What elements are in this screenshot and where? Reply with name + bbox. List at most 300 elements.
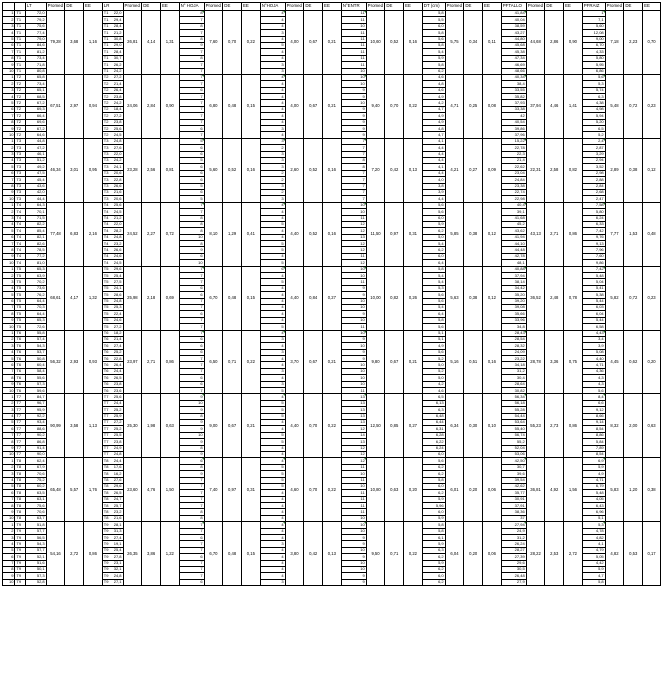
dt-value: 4,9 [422,94,445,100]
leaf-count: 7 [179,74,204,80]
lr-group-label: T1 [103,36,109,42]
dt-value: 6,0 [422,509,445,515]
pfraiz-value: 4,78 [582,528,605,534]
lr-group-label: T6 [103,355,109,361]
lt-mean: 90,99 [46,394,65,458]
lr-group-label: T3 [103,189,109,195]
internode-mean: 10,60 [366,11,385,75]
internode-count: 11 [341,62,366,68]
header-cell: DE [624,3,643,11]
leaf2-count: 4 [260,202,285,208]
lr-value: 18,4 [113,106,122,112]
group-label: T3 [15,145,25,151]
leaf2-count: 4 [260,528,285,534]
dt-value: 5,1 [422,336,445,342]
dt-value: 4,7 [422,106,445,112]
lr-value: 27,6 [113,477,122,482]
lr-value: 24,8 [113,298,122,304]
leaf2-count: 4 [260,509,285,515]
lr-group-label: T9 [103,553,109,559]
leaf2-count: 3 [260,68,285,74]
treatment-block [3,266,661,330]
internode-se: 0,21 [404,330,423,394]
lt-value: 80,8 [25,68,46,74]
dt-value: 4,2 [422,100,445,106]
lt-sd: 3,01 [65,138,84,202]
leaf2-count: 4 [260,458,285,464]
internode-count: 12 [341,451,366,457]
lr-value: 23,8 [113,93,122,99]
pfraiz-se: 0,48 [643,202,661,266]
internode-count: 10 [341,330,366,336]
lr-value: 24,5 [113,259,122,265]
dt-value: 6,0 [422,253,445,259]
lr-value: 20,6 [113,195,122,201]
dt-value: 6,22 [422,439,445,445]
dt-se: 0,08 [483,74,502,138]
lr-value: 23,2 [113,240,122,246]
lr-value: 22,0 [113,10,122,16]
lr-value: 21,4 [113,80,122,86]
row-index: 8 [3,55,15,61]
lr-sd: 2,27 [142,202,161,266]
lt-value: 82,6 [25,241,46,247]
lr-group-label: T7 [103,445,109,451]
leaf-count: 6 [179,285,204,291]
pftallo-mean: 22,31 [526,138,545,202]
leaf2-count: 4 [260,394,285,400]
leaf2-count: 4 [260,94,285,100]
leaf2-count: 5 [260,413,285,419]
pfraiz-sd: 0,38 [624,138,643,202]
lt-sd: 6,83 [65,202,84,266]
pftallo-se: 1,56 [564,458,583,522]
pftallo-value: 41,68 [501,215,526,221]
lr-value: 25,5 [113,432,122,438]
leaf2-count: 5 [260,407,285,413]
leaf-sd: 0,70 [223,11,242,75]
group-label: T8 [15,477,25,483]
pftallo-value: 30,82 [501,388,526,394]
dt-value: 5,9 [422,541,445,547]
leaf-count: 7 [179,113,204,119]
leaf2-count: 3 [260,151,285,157]
group-label: T3 [15,138,25,144]
leaf2-se: 0,27 [323,266,342,330]
group-label: T1 [15,55,25,61]
dt-value: 6,31 [422,426,445,432]
lt-value: 79,0 [25,36,46,42]
dt-mean: 4,21 [445,138,464,202]
leaf2-sd: 0,52 [304,138,323,202]
lr-value: 24,2 [113,68,122,73]
lr-value: 26,4 [113,361,122,367]
internode-count: 8 [341,157,366,163]
dt-value: 4,7 [422,132,445,138]
row-index: 5 [3,36,15,42]
lt-mean: 79,28 [46,11,65,75]
lt-value: 79,2 [25,17,46,23]
lt-value: 70,3 [25,304,46,310]
row-index: 7 [3,432,15,438]
lt-value: 65,8 [25,74,46,80]
leaf-count: 7 [179,490,204,496]
table-row [3,138,661,144]
pftallo-value: 26,48 [501,573,526,579]
leaf-count: 7 [179,522,204,528]
dt-value: 5,0 [422,362,445,368]
lr-group-label: T2 [103,106,109,112]
pfraiz-value: 9,00 [582,36,605,42]
lr-group-label: T7 [103,438,109,444]
row-index: 9 [3,62,15,68]
leaf-count: 10 [179,260,204,266]
pfraiz-value: 6,5 [582,126,605,132]
lt-value: 55,6 [25,375,46,381]
dt-value: 6,5 [422,394,445,400]
lr-value: 21,2 [113,29,122,35]
leaf2-sd: 0,67 [304,74,323,138]
dt-value: 5,2 [422,356,445,362]
group-label: T9 [15,579,25,585]
leaf-count: 6 [179,145,204,151]
pftallo-se: 0,86 [564,394,583,458]
pftallo-mean: 36,81 [526,458,545,522]
lr-group-label: T1 [103,23,109,29]
leaf2-sd: 0,52 [304,202,323,266]
leaf2-count: 5 [260,439,285,445]
dt-mean: 6,01 [445,458,464,522]
lr-value: 18,2 [113,330,122,336]
lr-value: 23,6 [113,387,122,393]
lr-group-label: T4 [103,215,109,220]
leaf-count: 7 [179,49,204,55]
internode-count: 9 [341,94,366,100]
header-cell: DE [464,3,483,11]
pfraiz-value: 5,08 [582,349,605,355]
pftallo-mean: 43,13 [526,202,545,266]
pftallo-value: 41,94 [501,234,526,240]
group-label: T9 [15,547,25,553]
table-row [3,74,661,80]
lt-value: 63,1 [25,496,46,502]
internode-count: 10 [341,74,366,80]
leaf-mean: 7,60 [204,11,223,75]
pfraiz-value: 9,14 [582,420,605,426]
pfraiz-value: 5,84 [582,439,605,445]
lt-se: 0,95 [84,138,103,202]
row-index: 6 [3,554,15,560]
leaf2-count: 4 [260,11,285,17]
leaf-count: 6 [179,189,204,195]
pfraiz-mean: 5,48 [605,74,624,138]
internode-count: 13 [341,234,366,240]
row-index: 4 [3,413,15,419]
pfraiz-se: 0,23 [643,266,661,330]
pftallo-mean: 36,52 [526,266,545,330]
leaf2-mean: 4,60 [285,458,304,522]
table-row [3,458,661,464]
internode-count: 10 [341,515,366,521]
leaf2-count: 5 [260,221,285,227]
group-label: T7 [15,420,25,426]
dt-sd: 0,30 [464,394,483,458]
leaf-count: 7 [179,541,204,547]
lr-value: 28,1 [113,521,122,527]
lt-se: 2,16 [84,202,103,266]
pftallo-sd: 3,36 [545,330,564,394]
pfraiz-value: 5,05 [582,554,605,560]
lr-group-label: T8 [103,508,109,514]
pfraiz-value: 5,94 [582,113,605,119]
pfraiz-sd: 1,20 [624,458,643,522]
leaf-count: 6 [179,126,204,132]
lr-value: 25,4 [113,547,122,553]
group-label: T3 [15,164,25,170]
leaf-count: 5 [179,157,204,163]
pfraiz-se: 0,63 [643,394,661,458]
lr-group-label: T6 [103,361,109,367]
internode-count: 9 [341,554,366,560]
group-label: T4 [15,260,25,266]
lr-se: 0,63 [160,394,179,458]
leaf2-se: 0,22 [323,458,342,522]
dt-value: 4,9 [422,343,445,349]
leaf2-count: 5 [260,432,285,438]
lr-group-label: T3 [103,170,109,176]
internode-sd: 0,82 [385,266,404,330]
leaf-count: 7 [179,17,204,23]
lr-value: 23,8 [113,381,122,387]
leaf2-se: 0,21 [323,74,342,138]
lr-group-label: T6 [103,374,109,380]
table-row [3,330,661,336]
pfraiz-value: 5,1 [582,515,605,521]
dt-value: 5,6 [422,349,445,355]
lr-group-label: T8 [103,470,109,476]
lr-value: 27,1 [113,579,122,585]
lr-value: 24,8 [113,234,122,240]
row-index: 1 [3,138,15,144]
pftallo-value: 30,5 [501,566,526,572]
lr-group-label: T2 [103,87,109,93]
group-label: T4 [15,215,25,221]
group-label: T6 [15,356,25,362]
leaf2-count: 4 [260,445,285,451]
lr-value: 24,6 [113,253,122,259]
row-index: 4 [3,349,15,355]
dt-value: 6,1 [422,535,445,541]
row-index: 3 [3,151,15,157]
group-label: T8 [15,471,25,477]
lr-se: 1,22 [160,522,179,586]
lr-value: 25,4 [113,272,122,278]
pftallo-value: 35,66 [501,311,526,317]
lt-value: 51,2 [25,157,46,163]
internode-se: 0,22 [404,74,423,138]
header-cell: PFTALLO [501,3,526,11]
dt-value: 5,6 [422,209,445,215]
internode-mean: 9,80 [366,330,385,394]
lt-value: 70,2 [25,279,46,285]
lr-value: 24,8 [113,138,122,144]
internode-se: 0,26 [404,266,423,330]
lr-value: 24,8 [113,451,122,457]
lr-sd: 2,56 [142,138,161,202]
pftallo-value: 55,40 [501,426,526,432]
lt-sd: 2,72 [65,522,84,586]
group-label: T7 [15,407,25,413]
lr-group-label: T1 [103,68,109,73]
leaf2-count: 4 [260,311,285,317]
pfraiz-value: 7,1 [582,17,605,23]
leaf2-sd: 0,70 [304,458,323,522]
pfraiz-value: 5,80 [582,209,605,215]
row-index: 6 [3,234,15,240]
header-cell: N°HOJA [260,3,285,11]
lr-value: 21,4 [113,336,122,342]
lr-value: 22,0 [113,221,122,227]
pfraiz-value: 6,79 [582,483,605,489]
row-index: 2 [3,273,15,279]
row-index: 7 [3,113,15,119]
pfraiz-value: 7,42 [582,228,605,234]
leaf2-count: 4 [260,209,285,215]
group-label: T4 [15,221,25,227]
pfraiz-value: 5,48 [582,490,605,496]
row-index: 1 [3,74,15,80]
group-label: T2 [15,132,25,138]
leaf2-count: 5 [260,241,285,247]
dt-value: 6,2 [422,228,445,234]
leaf-count: 6 [179,336,204,342]
lt-sd: 5,57 [65,458,84,522]
lt-value: 88,6 [25,426,46,432]
leaf2-count: 3 [260,30,285,36]
lr-group-label: T7 [103,432,109,438]
leaf-mean: 6,70 [204,266,223,330]
dt-value: 4,4 [422,196,445,202]
pftallo-se: 0,86 [564,202,583,266]
row-index: 10 [3,579,15,585]
dt-value: 5,3 [422,285,445,291]
lr-group-label: T9 [103,560,109,566]
pftallo-value: 34,42 [501,285,526,291]
row-index: 3 [3,471,15,477]
internode-sd: 0,70 [385,74,404,138]
pfraiz-mean: 7,77 [605,202,624,266]
pftallo-value: 30,7 [501,464,526,470]
pfraiz-value: 6,9 [582,458,605,464]
row-index: 4 [3,221,15,227]
dt-value: 5,8 [422,11,445,17]
internode-count: 11 [341,490,366,496]
group-label: T9 [15,566,25,572]
pftallo-value: 24,9 [501,528,526,534]
pftallo-value: 40,34 [501,74,526,80]
dt-value: 4,1 [422,138,445,144]
lt-value: 77,4 [25,30,46,36]
row-index: 6 [3,362,15,368]
lt-mean: 65,48 [46,458,65,522]
lr-value: 27,8 [113,553,122,559]
dt-value: 4,1 [422,164,445,170]
internode-sd: 0,71 [385,522,404,586]
group-label: T5 [15,324,25,330]
row-index: 1 [3,394,15,400]
lr-group-label: T3 [103,195,109,201]
pfraiz-value: 5,20 [582,119,605,125]
pftallo-value: 39,6 [501,471,526,477]
pftallo-value: 27,9 [501,579,526,585]
row-index: 1 [3,458,15,464]
header-cell: Promed [605,3,624,11]
group-label: T7 [15,439,25,445]
row-index: 4 [3,157,15,163]
group-label: T1 [15,11,25,17]
pfraiz-value: 6,24 [582,215,605,221]
pfraiz-mean: 4,82 [605,522,624,586]
lt-value: 60,2 [25,483,46,489]
group-label: T5 [15,298,25,304]
pftallo-value: 53,06 [501,451,526,457]
pfraiz-value: 4,1 [582,541,605,547]
group-label: T9 [15,522,25,528]
dt-value: 5,0 [422,375,445,381]
group-label: T3 [15,151,25,157]
row-index: 5 [3,356,15,362]
pftallo-value: 46,69 [501,62,526,68]
header-cell: N° HOJA [179,3,204,11]
pftallo-value: 28,27 [501,547,526,553]
lr-group-label: T8 [103,515,109,521]
lt-value: 67,9 [25,464,46,470]
leaf-count: 8 [179,445,204,451]
leaf2-count: 3 [260,62,285,68]
lr-value: 27,2 [113,323,122,329]
group-label: T3 [15,183,25,189]
dt-value: 4,9 [422,113,445,119]
group-label: T5 [15,285,25,291]
lr-sd: 2,84 [142,74,161,138]
leaf-count: 7 [179,68,204,74]
header-cell: DE [304,3,323,11]
pfraiz-sd: 0,72 [624,266,643,330]
pftallo-value: 45,38 [501,49,526,55]
lr-group-label: T2 [103,74,109,80]
pftallo-sd: 2,48 [545,266,564,330]
lr-group-label: T1 [103,61,109,67]
pfraiz-value: 6,70 [582,42,605,48]
lt-value: 54,3 [25,343,46,349]
internode-count: 11 [341,324,366,330]
pfraiz-value: 6,58 [582,324,605,330]
internode-count: 10 [341,266,366,272]
leaf-count: 6 [179,87,204,93]
lr-value: 25,6 [113,125,122,131]
leaf-count: 8 [179,228,204,234]
pftallo-sd: 2,53 [545,522,564,586]
internode-count: 11 [341,279,366,285]
lr-value: 26,6 [113,183,122,189]
leaf-count: 5 [179,138,204,144]
group-label: T8 [15,458,25,464]
pftallo-value: 38,59 [501,23,526,29]
row-index: 7 [3,496,15,502]
pftallo-value: 37 [501,515,526,521]
internode-sd: 0,85 [385,394,404,458]
row-index: 9 [3,189,15,195]
